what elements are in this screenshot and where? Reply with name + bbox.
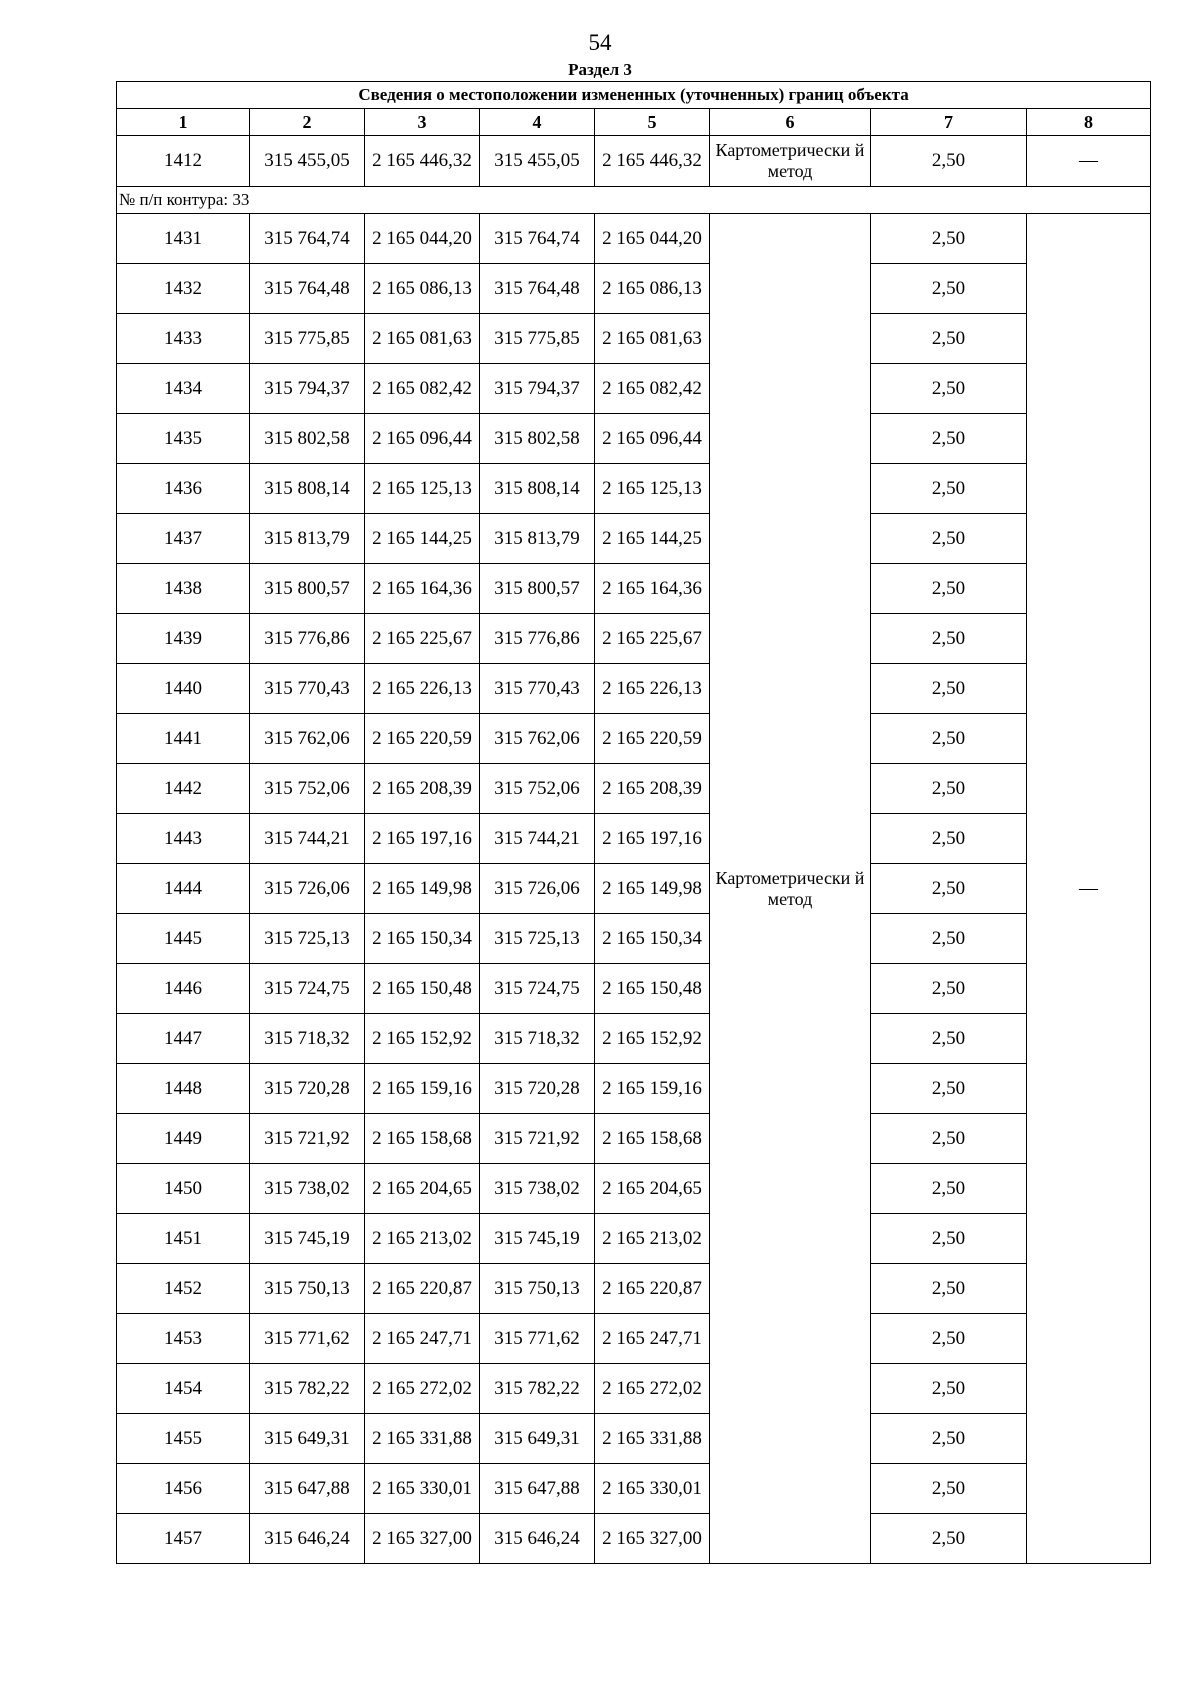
- column-header: 6: [710, 109, 871, 136]
- table-cell: 2 165 220,59: [595, 714, 710, 764]
- table-cell: 2 165 197,16: [365, 814, 480, 864]
- table-cell: 2 165 158,68: [595, 1114, 710, 1164]
- table-cell: 315 808,14: [480, 464, 595, 514]
- table-cell: 1442: [117, 764, 250, 814]
- table-cell: 2,50: [871, 264, 1027, 314]
- table-cell: 2 165 150,48: [365, 964, 480, 1014]
- table-cell: 2 165 164,36: [595, 564, 710, 614]
- table-cell: 315 738,02: [250, 1164, 365, 1214]
- table-row: [117, 564, 1151, 614]
- table-row: [117, 214, 1151, 264]
- table-cell: 315 726,06: [480, 864, 595, 914]
- table-row: [117, 1514, 1151, 1564]
- table-cell: 2,50: [871, 1364, 1027, 1414]
- table-cell: 315 813,79: [480, 514, 595, 564]
- table-cell: 2 165 330,01: [595, 1464, 710, 1514]
- table-row: [117, 514, 1151, 564]
- table-cell: 315 794,37: [250, 364, 365, 414]
- table-row: [117, 464, 1151, 514]
- table-cell: 1412: [117, 136, 250, 187]
- table-cell: 2,50: [871, 1464, 1027, 1514]
- table-cell: 315 646,24: [250, 1514, 365, 1564]
- table-cell: 315 738,02: [480, 1164, 595, 1214]
- table-cell: 2 165 446,32: [365, 136, 480, 187]
- table-cell: 315 802,58: [480, 414, 595, 464]
- table-cell: 2 165 149,98: [365, 864, 480, 914]
- table-cell: 2,50: [871, 714, 1027, 764]
- column-header: 8: [1027, 109, 1151, 136]
- table-cell: 2 165 226,13: [365, 664, 480, 714]
- table-cell: 2,50: [871, 1014, 1027, 1064]
- table-cell: 315 724,75: [480, 964, 595, 1014]
- table-cell: 315 649,31: [480, 1414, 595, 1464]
- table-row: [117, 914, 1151, 964]
- table-cell: —: [1027, 136, 1151, 187]
- table-cell: 2 165 086,13: [595, 264, 710, 314]
- table-cell: 2 165 208,39: [595, 764, 710, 814]
- table-cell: 315 752,06: [250, 764, 365, 814]
- table-cell: 2,50: [871, 364, 1027, 414]
- table-cell: 1444: [117, 864, 250, 914]
- table-cell: 2 165 446,32: [595, 136, 710, 187]
- table-cell: 2 165 152,92: [595, 1014, 710, 1064]
- table-cell: 2,50: [871, 964, 1027, 1014]
- table-cell: 1433: [117, 314, 250, 364]
- table-cell: 315 718,32: [250, 1014, 365, 1064]
- table-cell: 2 165 272,02: [595, 1364, 710, 1414]
- table-cell: 315 782,22: [480, 1364, 595, 1414]
- table-cell: 315 776,86: [480, 614, 595, 664]
- table-cell: 315 750,13: [480, 1264, 595, 1314]
- table-cell: 315 762,06: [250, 714, 365, 764]
- table-cell: 315 646,24: [480, 1514, 595, 1564]
- table-cell: 315 455,05: [250, 136, 365, 187]
- table-cell: 315 725,13: [480, 914, 595, 964]
- table-cell: 2,50: [871, 864, 1027, 914]
- table-cell: 2 165 125,13: [595, 464, 710, 514]
- table-row: [117, 764, 1151, 814]
- coordinates-table: [116, 81, 1151, 1564]
- table-cell: 2 165 081,63: [595, 314, 710, 364]
- table-cell: 315 720,28: [250, 1064, 365, 1114]
- table-cell: 1451: [117, 1214, 250, 1264]
- table-row: [117, 264, 1151, 314]
- table-cell: 2 165 247,71: [595, 1314, 710, 1364]
- table-cell: 2 165 096,44: [365, 414, 480, 464]
- table-cell: 1435: [117, 414, 250, 464]
- table-cell: 1434: [117, 364, 250, 414]
- table-cell: 315 764,48: [250, 264, 365, 314]
- table-row: [117, 136, 1151, 187]
- table-cell: 2 165 159,16: [365, 1064, 480, 1114]
- table-cell: 2,50: [871, 914, 1027, 964]
- table-cell: 2,50: [871, 1264, 1027, 1314]
- table-row: [117, 1064, 1151, 1114]
- table-cell: 2 165 096,44: [595, 414, 710, 464]
- table-cell: 1432: [117, 264, 250, 314]
- table-cell: 1457: [117, 1514, 250, 1564]
- table-cell: 315 721,92: [480, 1114, 595, 1164]
- table-cell: 2 165 220,59: [365, 714, 480, 764]
- table-cell: 1445: [117, 914, 250, 964]
- table-cell: 1441: [117, 714, 250, 764]
- table-cell: 1440: [117, 664, 250, 714]
- table-cell: 1449: [117, 1114, 250, 1164]
- table-cell: Картометрически й метод: [710, 136, 871, 187]
- table-cell: 2 165 213,02: [595, 1214, 710, 1264]
- table-cell: 2 165 225,67: [365, 614, 480, 664]
- table-cell: 2 165 331,88: [365, 1414, 480, 1464]
- table-row: [117, 1264, 1151, 1314]
- table-cell: 1450: [117, 1164, 250, 1214]
- table-cell: 2 165 086,13: [365, 264, 480, 314]
- table-cell: 315 802,58: [250, 414, 365, 464]
- table-cell: 315 744,21: [480, 814, 595, 864]
- table-cell: 315 771,62: [250, 1314, 365, 1364]
- table-cell: 2 165 150,48: [595, 964, 710, 1014]
- table-row: [117, 814, 1151, 864]
- table-cell: 315 776,86: [250, 614, 365, 664]
- table-cell: 315 744,21: [250, 814, 365, 864]
- table-cell: 2 165 082,42: [365, 364, 480, 414]
- table-row: [117, 1014, 1151, 1064]
- table-cell: 2 165 247,71: [365, 1314, 480, 1364]
- table-cell: 2 165 152,92: [365, 1014, 480, 1064]
- table-row: [117, 864, 1151, 914]
- table-cell: 2 165 158,68: [365, 1114, 480, 1164]
- table-cell: 315 745,19: [250, 1214, 365, 1264]
- table-cell: 1448: [117, 1064, 250, 1114]
- table-cell: 2,50: [871, 814, 1027, 864]
- table-cell: 315 764,74: [250, 214, 365, 264]
- table-row: [117, 614, 1151, 664]
- table-cell: 2,50: [871, 764, 1027, 814]
- table-cell: 315 721,92: [250, 1114, 365, 1164]
- table-row: [117, 1364, 1151, 1414]
- table-cell: 2 165 144,25: [595, 514, 710, 564]
- table-row: [117, 1114, 1151, 1164]
- table-cell: 315 752,06: [480, 764, 595, 814]
- page-number: 54: [588, 30, 612, 55]
- column-header: 5: [595, 109, 710, 136]
- table-cell: 1431: [117, 214, 250, 264]
- table-cell: 2 165 204,65: [595, 1164, 710, 1214]
- table-cell: 315 647,88: [480, 1464, 595, 1514]
- table-cell: 2 165 327,00: [365, 1514, 480, 1564]
- table-cell: 2 165 272,02: [365, 1364, 480, 1414]
- table-cell: 1455: [117, 1414, 250, 1464]
- table-cell: 1453: [117, 1314, 250, 1364]
- table-cell: 315 455,05: [480, 136, 595, 187]
- table-cell: 315 720,28: [480, 1064, 595, 1114]
- column-header: 7: [871, 109, 1027, 136]
- table-cell: 2 165 197,16: [595, 814, 710, 864]
- table-row: [117, 714, 1151, 764]
- table-cell: 2 165 144,25: [365, 514, 480, 564]
- table-cell: 2,50: [871, 1114, 1027, 1164]
- table-cell: 2 165 330,01: [365, 1464, 480, 1514]
- table-cell: 2 165 225,67: [595, 614, 710, 664]
- table-cell: 2,50: [871, 314, 1027, 364]
- contour-label: № п/п контура: 33: [117, 187, 1151, 214]
- table-cell: 2,50: [871, 136, 1027, 187]
- column-header: 4: [480, 109, 595, 136]
- table-cell: 2,50: [871, 1514, 1027, 1564]
- table-cell: 315 775,85: [480, 314, 595, 364]
- table-row: [117, 1164, 1151, 1214]
- method-cell: Картометрически й метод: [710, 214, 871, 1564]
- table-cell: 315 770,43: [250, 664, 365, 714]
- table-cell: 2 165 150,34: [365, 914, 480, 964]
- table-cell: 2,50: [871, 214, 1027, 264]
- table-cell: 315 813,79: [250, 514, 365, 564]
- table-cell: 2 165 044,20: [595, 214, 710, 264]
- table-cell: 2 165 331,88: [595, 1414, 710, 1464]
- table-cell: 2,50: [871, 1064, 1027, 1114]
- table-row: [117, 314, 1151, 364]
- table-cell: 2 165 149,98: [595, 864, 710, 914]
- table-cell: 2 165 220,87: [595, 1264, 710, 1314]
- table-cell: 315 770,43: [480, 664, 595, 714]
- table-cell: 2 165 204,65: [365, 1164, 480, 1214]
- table-row: [117, 414, 1151, 464]
- table-cell: 1452: [117, 1264, 250, 1314]
- table-cell: 315 718,32: [480, 1014, 595, 1064]
- table-cell: 2 165 327,00: [595, 1514, 710, 1564]
- table-cell: 1454: [117, 1364, 250, 1414]
- table-caption: Сведения о местоположении измененных (уточненных) границ объекта: [117, 82, 1151, 109]
- table-cell: 2 165 208,39: [365, 764, 480, 814]
- column-header-row: [117, 109, 1151, 136]
- table-cell: 315 771,62: [480, 1314, 595, 1364]
- table-cell: 315 724,75: [250, 964, 365, 1014]
- table-row: [117, 964, 1151, 1014]
- contour-rows: [117, 214, 1151, 1564]
- table-cell: 315 745,19: [480, 1214, 595, 1264]
- column-header: 2: [250, 109, 365, 136]
- table-cell: 315 762,06: [480, 714, 595, 764]
- table-row: [117, 1464, 1151, 1514]
- table-cell: 2,50: [871, 514, 1027, 564]
- table-cell: 2,50: [871, 1414, 1027, 1464]
- column-header: 3: [365, 109, 480, 136]
- table-cell: 2 165 081,63: [365, 314, 480, 364]
- table-cell: 2,50: [871, 1164, 1027, 1214]
- table-row: [117, 1314, 1151, 1364]
- section-title: Раздел 3: [568, 60, 632, 79]
- table-cell: 315 764,48: [480, 264, 595, 314]
- table-cell: 1438: [117, 564, 250, 614]
- table-cell: 2 165 220,87: [365, 1264, 480, 1314]
- table-cell: 2,50: [871, 1314, 1027, 1364]
- table-cell: 1436: [117, 464, 250, 514]
- table-cell: 315 649,31: [250, 1414, 365, 1464]
- column-header: 1: [117, 109, 250, 136]
- table-cell: 2,50: [871, 614, 1027, 664]
- table-cell: 315 800,57: [480, 564, 595, 614]
- table-cell: 315 764,74: [480, 214, 595, 264]
- table-cell: 1437: [117, 514, 250, 564]
- table-cell: 2 165 226,13: [595, 664, 710, 714]
- table-cell: 2,50: [871, 664, 1027, 714]
- table-cell: 2,50: [871, 1214, 1027, 1264]
- table-cell: 2,50: [871, 464, 1027, 514]
- table-cell: 1446: [117, 964, 250, 1014]
- table-cell: 1443: [117, 814, 250, 864]
- table-cell: 2,50: [871, 564, 1027, 614]
- table-cell: 1447: [117, 1014, 250, 1064]
- table-cell: 315 647,88: [250, 1464, 365, 1514]
- table-row: [117, 664, 1151, 714]
- table-cell: 2 165 082,42: [595, 364, 710, 414]
- table-cell: 2 165 164,36: [365, 564, 480, 614]
- table-cell: 2 165 213,02: [365, 1214, 480, 1264]
- table-row: [117, 364, 1151, 414]
- dash-cell: —: [1027, 214, 1151, 1564]
- table-cell: 315 782,22: [250, 1364, 365, 1414]
- table-cell: 315 726,06: [250, 864, 365, 914]
- table-cell: 2,50: [871, 414, 1027, 464]
- table-cell: 315 808,14: [250, 464, 365, 514]
- table-cell: 2 165 125,13: [365, 464, 480, 514]
- table-cell: 315 794,37: [480, 364, 595, 414]
- table-cell: 315 800,57: [250, 564, 365, 614]
- table-row: [117, 1414, 1151, 1464]
- table-cell: 1439: [117, 614, 250, 664]
- table-cell: 2 165 159,16: [595, 1064, 710, 1114]
- table-cell: 315 775,85: [250, 314, 365, 364]
- table-cell: 2 165 150,34: [595, 914, 710, 964]
- table-row: [117, 1214, 1151, 1264]
- table-cell: 2 165 044,20: [365, 214, 480, 264]
- table-cell: 315 750,13: [250, 1264, 365, 1314]
- table-cell: 1456: [117, 1464, 250, 1514]
- table-cell: 315 725,13: [250, 914, 365, 964]
